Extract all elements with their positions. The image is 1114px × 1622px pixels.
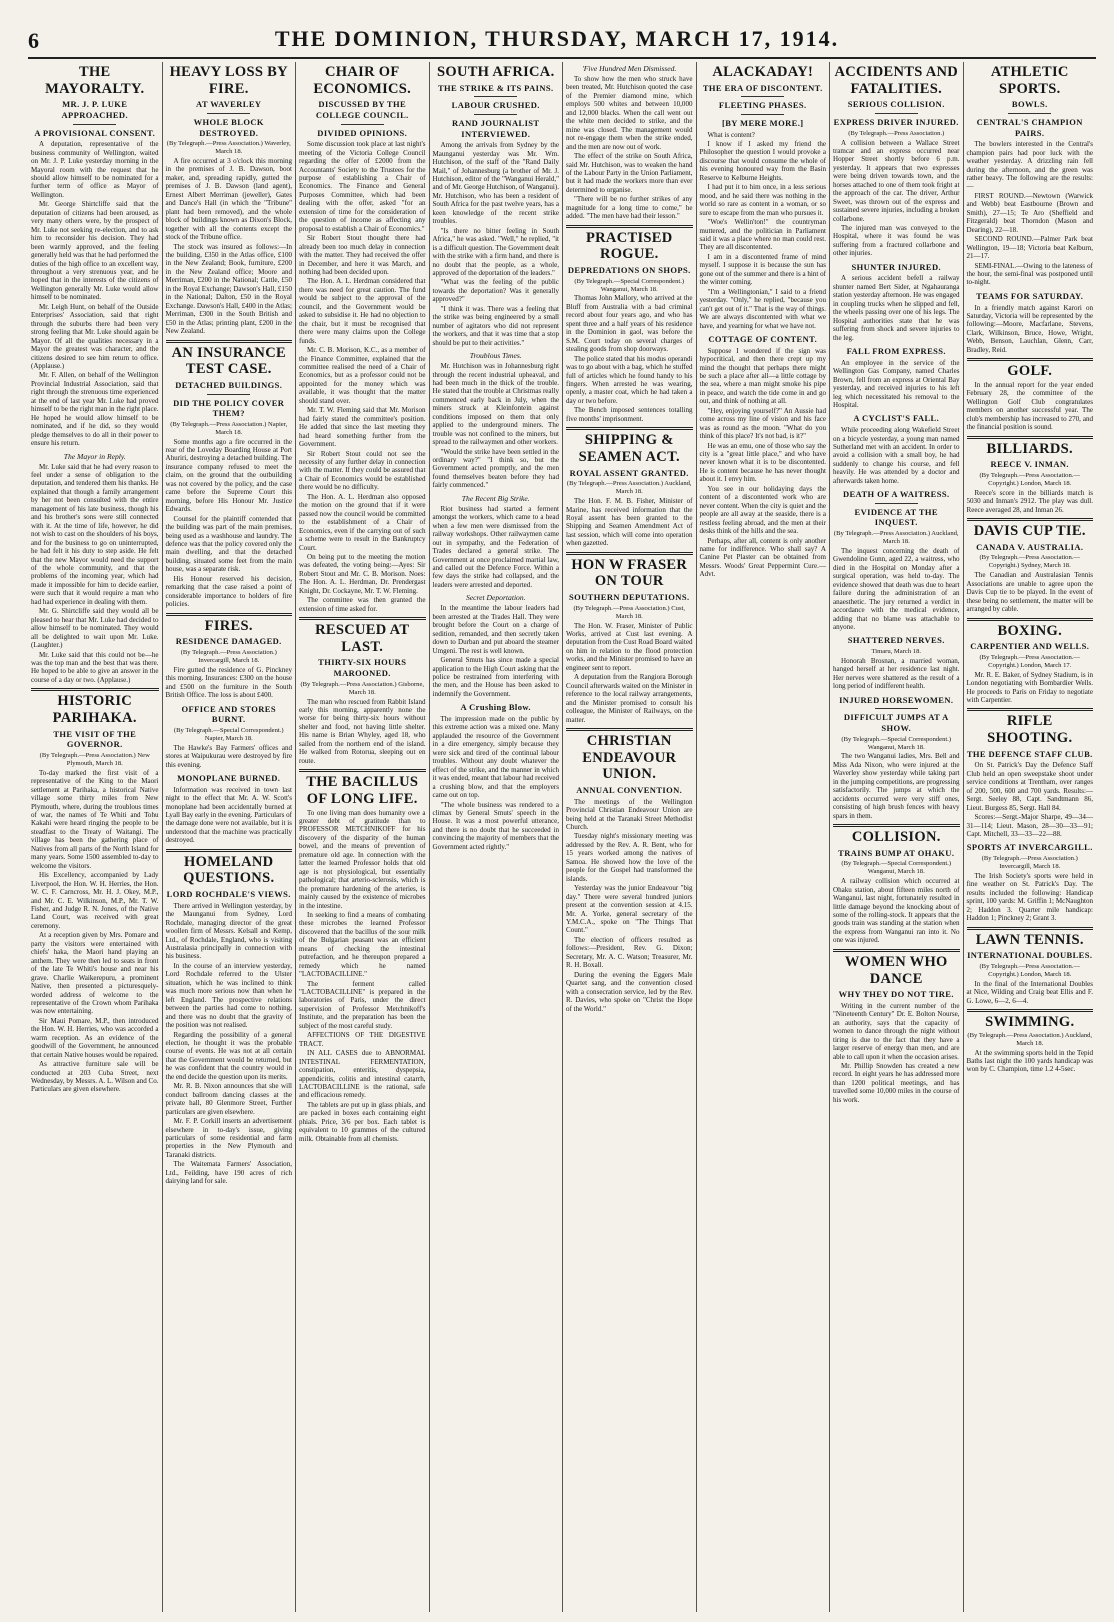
article xyxy=(433,64,560,347)
paragraph: The injured man was conveyed to the Hospital, where it was found he was suffering from a fractured collarbone and other injuries. xyxy=(833,224,960,258)
article xyxy=(166,704,293,769)
article xyxy=(566,427,693,548)
article xyxy=(967,291,1094,354)
paragraph: While proceeding along Wakefield Street on a bicycle yesterday, a young man named Sutherland met with an accident. In order to avoid a collision with a small boy, he had suddenly to change his course, and fell heavily. He was attended by a doctor and afterwards taken home. xyxy=(833,426,960,485)
article xyxy=(566,552,693,724)
article xyxy=(833,346,960,409)
article xyxy=(166,773,293,845)
paragraph: An employee in the service of the Wellington Gas Company, named Charles Brown, fell from an express at Oriental Bay yesterday, and received injuries to his left leg which necessitated his removal to the Hospital. xyxy=(833,358,960,409)
article-subheading: DISCUSSED BY THE COLLEGE COUNCIL. xyxy=(315,99,409,120)
paragraph: Some discussion took place at last night's meeting of the Victoria College Council regarding the offer of £2000 from the Accountants' Society to the Trustees for the purpose of establishing a Chair of Economics. The Finance and General Purposes Committee, which had been dealing with the offer, asked "for an extension of time for the consideration of the question of income as affecting any proposal to establish a Chair of Economics." xyxy=(299,140,426,233)
article-subheading: THE ERA OF DISCONTENT. xyxy=(702,82,823,93)
dateline: (By Telegraph.—Press Association.—Copyright.) London, March 18. xyxy=(979,471,1080,487)
article-subheading: THE VISIT OF THE GOVERNOR. xyxy=(53,728,137,750)
paragraph: Mr. F. Allen, on behalf of the Wellington Provincial Industrial Association, said that right through the strenuous time experienced at the end of last year Mr. Luke had proved himself to be the right man in the right place. He hoped he would allow himself to be nominated, and if he did, so they would pledge themselves to do all in their power to ensure his return. xyxy=(31,371,159,448)
article xyxy=(166,340,293,609)
article-heading: HISTORIC PARIHAKA. xyxy=(52,693,137,726)
article-subheading: INTERNATIONAL DOUBLES. xyxy=(967,950,1093,961)
article xyxy=(31,688,159,1094)
paragraph: Regarding the possibility of a general election, he thought it was the probable course of events. He was not at all certain that the Government would be returned, but he was confident that the country would in the end decide the question upon its merits. xyxy=(165,1030,292,1081)
dateline: (By Telegraph.—Special Correspondent.) Wanganui, March 18. xyxy=(574,277,685,293)
article-heading: HOMELAND QUESTIONS. xyxy=(183,853,275,887)
paragraph: "I think it was. There was a feeling that the strike was being engineered by a small number of agitators who did not represent the workers, and that it was time that a stop should be put to their activities." xyxy=(432,304,559,347)
article-subheading: LABOUR CRUSHED. xyxy=(451,100,540,111)
paragraph: Yesterday was the junior Endeavour "big day." There were several hundred juniors present at the convention session at 4.15. Mr. A. Yorke, general secretary of the Y.M.C.A., spoke on "The Things That Count." xyxy=(566,884,693,935)
article xyxy=(833,635,960,690)
article-subheading: TRAINS BUMP AT OHAKU. xyxy=(838,847,955,858)
paragraph: He was an emu, one of those who say the city is a "great little place," and who have never known what it is to be discontented. He is content because he has never thought about it. I envy him. xyxy=(699,441,826,484)
article xyxy=(833,949,960,1104)
article xyxy=(299,617,426,765)
paragraph: His Excellency, accompanied by Lady Liverpool, the Hon. W. H. Herries, the Hon. W. C. F. Carncross, Mr. H. J. Okey, M.P., and Mr. C. E. Wilkinson, M.P., Mr. T. W. Fisher, and Judge R. N. Jones, of the Native Land Court, was received with great ceremony. xyxy=(31,871,159,930)
column-7 xyxy=(829,62,963,1612)
article-heading: HON W FRASER ON TOUR xyxy=(571,556,688,590)
article-divider xyxy=(166,340,293,343)
page-number: 6 xyxy=(28,28,39,53)
paragraph: I am in a discontented frame of mind myself. I suppose it is because the sun has gone out of the summer and there is a hint of the winter coming. xyxy=(699,252,826,287)
paragraph: Mr. T. W. Fleming said that Mr. Morison had fairly stated the committee's position. He added that since the last meeting they had heard something further from the Government. xyxy=(299,406,426,449)
article-heading: BOXING. xyxy=(997,622,1063,639)
article-subheading: OFFICE AND STORES BURNT. xyxy=(181,703,276,725)
article-heading: SWIMMING. xyxy=(985,1014,1075,1031)
paragraph: SEMI-FINAL.—Owing to the lateness of the hour, the semi-final was postponed until to-night. xyxy=(966,261,1093,287)
article-subheading: EXPRESS DRIVER INJURED. xyxy=(833,116,959,127)
article-heading: RIFLE SHOOTING. xyxy=(987,713,1073,747)
dateline: (By Telegraph.—Press Association.) New Plymouth, March 18. xyxy=(39,751,150,767)
article xyxy=(566,225,693,424)
article-subheading: EVIDENCE AT THE INQUEST. xyxy=(854,506,938,528)
dateline: (By Telegraph.—Press Association.) Auckland, March 18. xyxy=(833,530,959,546)
paragraph: The effect of the strike on South Africa, said Mr. Hutchison, was to weaken the hand of the Labour Party in the Union Parliament, but it had made the workers more than ever determined to organise. xyxy=(566,152,693,194)
article xyxy=(31,64,159,448)
paragraph: Suppose I wondered if the sign was hypocritical, and then there crept up my mind the thought that perhaps there might be such a place after all—a little cottage by the sea, where a man might smoke his pipe in peace, and watch the tide come in and go out, and think of nothing at all. xyxy=(699,346,826,406)
column-2 xyxy=(162,62,296,1612)
subheading-rule xyxy=(741,114,784,115)
article-heading: ATHLETIC SPORTS. xyxy=(990,64,1069,97)
paragraph: Information was received in town last night to the effect that Mr. A. W. Scott's monoplane had been accidentally burned at Lyall Bay early in the evening. Particulars of the damage done were not available, but it is understood that the machine was practically destroyed. xyxy=(165,785,292,845)
article-divider xyxy=(967,436,1094,439)
column-4 xyxy=(429,62,563,1612)
column-6 xyxy=(696,62,830,1612)
subheading-rule xyxy=(207,394,250,395)
article xyxy=(166,849,293,1186)
paragraph: At a reception given by Mrs. Pomare and party the visitors were entertained with chiefs' haka, the Maori hand playing an anthem. They were then led to seats in front of the late Te Whiti's house and near his grave. Charlie Waikerepuru, a prominent Native, then presented a picturesquely-worded address of welcome to the representative of the Crown whom Parihaka was now entertaining. xyxy=(31,931,159,1016)
article xyxy=(967,64,1094,287)
paragraph: On being put to the meeting the motion was defeated, the voting being:—Ayes: Sir Robert Stout and Mr. C. B. Morison. Noes: The Hon. A. L. Herdman, Dr. Prendergast Knight, Dr. Cockayne, Mr. T. W. Fleming. xyxy=(299,552,426,595)
paragraph: At the swimming sports held in the Tepid Baths last night the 100 yards handicap was won by C. Champion, time 1.2 4-5sec. xyxy=(966,1048,1093,1074)
paragraph: "Is there no bitter feeling in South Africa," he was asked. "Well," he replied, "it is a difficult question. The Government dealt with the strike with a firm hand, and there is no doubt that the people, as a whole, approved of the deportation of the leaders." xyxy=(432,226,559,277)
article-subheading: 'Five Hundred Men Dismissed. xyxy=(582,64,677,73)
article-subheading: The Recent Big Strike. xyxy=(461,493,530,503)
dateline: (By Telegraph.—Special Correspondent.) Napier, March 18. xyxy=(173,726,284,742)
paragraph: Tuesday night's missionary meeting was addressed by the Rev. A. R. Bent, who for 15 years worked among the natives of Samoa. He showed how the love of the people for the Gospel had transformed the islands. xyxy=(566,832,693,883)
article-divider xyxy=(967,927,1094,930)
article-divider xyxy=(566,728,693,731)
article-subheading: DID THE POLICY COVER THEM? xyxy=(173,397,285,419)
paragraph: Reece's score in the billiards match is 5030 and Inman's 2912. The play was dull. Reece averaged 28, and Inman 26. xyxy=(966,488,1093,514)
paragraph: AFFECTIONS OF THE DIGESTIVE TRACT. xyxy=(299,1031,426,1048)
article xyxy=(967,436,1094,514)
article-subheading: SOUTHERN DEPUTATIONS. xyxy=(569,592,690,603)
paragraph: The ferment called "LACTOBACILLINE" is prepared in the laboratories of Paris, under the direct supervision of Professor Metchnikoff's Institute, and the preparation has been the subject of the most careful study. xyxy=(299,979,426,1030)
article-subheading: DETACHED BUILDINGS. xyxy=(175,379,283,390)
article-heading: AN INSURANCE TEST CASE. xyxy=(171,344,286,378)
article-subheading: FALL FROM EXPRESS. xyxy=(846,346,946,357)
article-divider xyxy=(31,688,159,691)
article-subheading: TEAMS FOR SATURDAY. xyxy=(976,290,1084,301)
article-subheading: DEPREDATIONS ON SHOPS. xyxy=(567,265,691,276)
article-heading: BILLIARDS. xyxy=(986,440,1073,457)
dateline: (By Telegraph.—Press Association.) Invercargill, March 18. xyxy=(981,855,1078,870)
article-subheading: CARPENTIER AND WELLS. xyxy=(970,641,1090,652)
article-subheading: DIVIDED OPINIONS. xyxy=(317,127,408,138)
paragraph: Counsel for the plaintiff contended that the building was part of the main premises, being used as a washhouse and laundry. The defence was that the policy covered only the main dwelling, and that the detached building, situated some feet from the main house, was a separate risk. xyxy=(165,514,292,574)
dateline: (By Telegraph.—Press Association.) Invercargill, March 18. xyxy=(180,648,277,664)
column-3 xyxy=(295,62,429,1612)
paragraph: FIRST ROUND.—Newtown (Warwick and Webb) beat Eastbourne (Brown and Smith), 27—15; Te Aro (Sheffield and Fitzgerald) beat Thorndon (Mason and Dearing), 22—18. xyxy=(966,191,1093,234)
paragraph: To-day marked the first visit of a representative of the King to the Maori settlement at Parihaka, a historical Native village some thirty miles from New Plymouth, where, during the troublous times of war, the names of Te Whiti and Tohu Kakahi were heard ringing the people to be steadfast to the Treaty of Waitangi. The village has been the gathering place of Natives from all parts of the North Island for many years. Some 1500 assembled to-day to welcome the visitors. xyxy=(31,768,159,870)
article xyxy=(299,769,426,1143)
dateline: (By Telegraph.—Press Association.) Napier, March 18. xyxy=(170,420,288,436)
paragraph: IN ALL CASES due to ABNORMAL INTESTINAL FERMENTATION, constipation, enteritis, dyspepsia, appendicitis, colitis and intestinal catarrh, LACTOBACILLINE is the rational, safe and efficacious remedy. xyxy=(299,1049,426,1100)
article-heading: CHAIR OF ECONOMICS. xyxy=(313,64,412,97)
article-subheading: MR. J. P. LUKE APPROACHED. xyxy=(61,99,128,120)
paragraph: His Honour reserved his decision, remarking that the case raised a point of considerable importance to holders of fire policies. xyxy=(165,574,292,609)
paragraph: During the evening the Eggers Male Quartet sang, and the convention closed with a consecration service, led by the Rev. R. Davies, who spoke on "Christ the Hope of the World." xyxy=(566,970,693,1013)
article-subheading: The Mayor in Reply. xyxy=(63,451,126,461)
paragraph: In a friendly match against Karori on Saturday, Victoria will be represented by the following:—Moore, Macfarlane, Stevens, Clark, Wilkinson, Bruce, Howe, Wright, Webb, Benson, Lauchlan, Glenn, Carr, Bradley, Reid. xyxy=(966,303,1093,354)
article-subheading: REECE V. INMAN. xyxy=(990,459,1069,470)
paragraph: I had put it to him once, in a less serious mood, and he said there was nothing in the world so rare as content in a woman, or so sure to escape from the man who pursues it. xyxy=(699,183,826,217)
subheading-rule xyxy=(474,114,517,115)
paragraph: Mr. Leigh Hunt, on behalf of the Outside Enterprises' Association, said that right through the suburbs there had been very strong feeling that Mr. Luke should again be Mayor. Of all the qualities necessary in a Mayor the greatest was character, and the citizens desired to see him return to office. (Applause.) xyxy=(31,302,159,370)
article-subheading: [BY MERE MORE.] xyxy=(722,117,804,128)
columns xyxy=(28,62,1096,1612)
paragraph: Sir Robert Stout could not see the necessity of any further delay in connection with the matter. If they could be assured that a Chair of Economics would be established there would be no difficulty. xyxy=(299,449,426,492)
paragraph: The Waitemata Farmers' Association, Ltd., Feilding, have 190 acres of rich dairying land for sale. xyxy=(165,1160,292,1186)
article xyxy=(700,64,827,330)
dateline: (By Telegraph.—Press Association.—Copyright.) London, March 18. xyxy=(979,962,1080,978)
article xyxy=(967,927,1094,1005)
article-heading: CHRISTIAN ENDEAVOUR UNION. xyxy=(582,733,677,783)
dateline: (By Telegraph.—Press Association.) Waverley, March 18. xyxy=(166,140,291,156)
dateline: (By Telegraph.—Press Association.) xyxy=(848,129,945,137)
newspaper-title: THE DOMINION, THURSDAY, MARCH 17, 1914. xyxy=(274,26,840,51)
paragraph: Thomas John Mallory, who arrived at the Bluff from Australia with a bad criminal record about four years ago, and who has spent three and a half years of his residence in the Dominion in gaol, was before the S.M. Court today on several charges of stealing goods from shop doorways. xyxy=(566,294,693,354)
dateline: Timaru, March 18. xyxy=(871,648,922,656)
column-1 xyxy=(28,62,162,1612)
paragraph: Mr. G. Shirtcliffe said they would all be pleased to hear that Mr. Luke had decided to allow himself to be nominated. They would all be delighted to wait upon Mr. Luke. (Laughter.) xyxy=(31,607,159,650)
article xyxy=(967,618,1094,705)
paragraph: "Hey, enjoying yourself?" An Aussie had come across my line of vision and his face was as round as the moon. "What do you think of this place? It's not bad, is it?" xyxy=(699,406,826,441)
paragraph: "I'm a Wellingtonian," I said to a friend yesterday. "Only," he replied, "because you can't get out of it." That is the way of things. We are always discontented with what we have, and yearning for what we have not. xyxy=(699,287,826,330)
article-subheading: WHY THEY DO NOT TIRE. xyxy=(838,989,954,1000)
article-subheading: WHOLE BLOCK DESTROYED. xyxy=(193,116,264,138)
paragraph: Mr. Luke said that this could not be—he was the top man and the best that was there. He hoped to be able to give an answer in the course of a day or two. (Applause.) xyxy=(31,650,159,684)
article-divider xyxy=(166,849,293,852)
article-subheading: A Crushing Blow. xyxy=(460,702,531,713)
article-divider xyxy=(566,427,693,430)
paragraph: You see in our holidaying days the content of a discontented work who are never content. When the city is quiet and the people are all away at the seaside, there is a restless feeling abroad, and the men at their desks think of the hills and the sea. xyxy=(699,484,826,536)
paragraph: SECOND ROUND.—Palmer Park beat Wellington, 19—18; Victoria beat Kelburn, 21—17. xyxy=(966,235,1093,261)
paragraph: Mr. R. B. Nixon announces that she will conduct ballroom dancing classes at the private hall, 80 Glenmore Street, Further particulars are given elsewhere. xyxy=(165,1082,292,1116)
paragraph: The stock was insured as follows:—In the building, £350 in the Atlas office, £100 in the New Zealand; Book, furniture, £200 in the New Zealand office; Moore and Merriman, £200 in the National; Cattle, £50 in the Royal Exchange; Dawson's Hall, £150 in the National; Dalton, £50 in the Royal Exchange. Dawson's Hall, £400 in the Atlas; Merriman, £300 in the South British and £50 in the Atlas; printing plant, £200 in the New Zealand. xyxy=(165,242,292,336)
article-subheading: SHUNTER INJURED. xyxy=(851,261,942,272)
article-subheading: THE DEFENCE STAFF CLUB. xyxy=(966,748,1093,759)
column-5 xyxy=(562,62,696,1612)
article xyxy=(967,518,1094,613)
paragraph: Mr. R. E. Baker, of Sydney Stadium, is in London negotiating with Bombardier Wells. He proceeds to Paris on Friday to negotiate with Carpentier. xyxy=(966,670,1093,704)
article xyxy=(166,64,293,336)
paragraph: The police stated that his modus operandi was to go about with a bag, which he stuffed full of articles which he found handy to his fingers. When arrested he was wearing, openly, a master coat, which he had taken a day or two before. xyxy=(566,354,693,405)
paragraph: The Hon. F. M. B. Fisher, Minister of Marine, has received information that the Royal assent has been granted to the Shipping and Seamen Amendment Act of last session, which will come into operation when gazetted. xyxy=(566,497,693,548)
paragraph: Some months ago a fire occurred in the rear of the Loveday Boarding House at Port Ahuriri, destroying a detached building. The insurance company refused to meet the claim, on the ground that the outbuilding was not covered by the policy, and the case came before the Supreme Court this morning, before His Honour Mr. Justice Edwards. xyxy=(165,437,292,514)
article-heading: FIRES. xyxy=(204,617,253,634)
article xyxy=(433,702,560,851)
dateline: (By Telegraph.—Press Association.) Auckland, March 18. xyxy=(967,1031,1093,1047)
subheading-rule xyxy=(875,503,918,504)
paragraph: The meetings of the Wellington Provincial Christian Endeavour Union are being held at the Taranaki Street Methodist Church. xyxy=(566,797,693,831)
subheading-rule xyxy=(875,113,918,114)
article-divider xyxy=(967,618,1094,621)
paragraph: In the final of the International Doubles at Nice, Wilding and Craig beat Ellis and F. G. Lowe, 6—2, 6—4. xyxy=(966,979,1093,1005)
paragraph: "What was the feeling of the public towards the deportation? Was it generally approved?" xyxy=(432,278,559,304)
article xyxy=(833,64,960,258)
article-subheading: FLEETING PHASES. xyxy=(718,100,807,111)
paragraph: As attractive furniture sale will be conducted at 203 Cuba Street, next Wednesday, by Messrs. A. L. Wilson and Co. Particulars are given elsewhere. xyxy=(31,1060,159,1094)
paragraph: In seeking to find a means of combating these microbes the learned Professor discovered that the bacillus of the sour milk of the Bulgarian peasant was an efficient means of checking the intestinal putrefaction, and he thereupon prepared a remedy which he named "LACTOBACILLINE." xyxy=(299,910,426,979)
paragraph: The impression made on the public by this extreme action was a mixed one. Many applauded the resource of the Government in a dire emergency, simply because they were sick and tired of the continual labour troubles. Without any doubt whatever the effect of the strike, and the manner in which it was ended, meant that labour had received a crushing blow, and that the employers came out on top. xyxy=(432,714,559,800)
article-subheading: SERIOUS COLLISION. xyxy=(847,99,945,110)
paragraph: A serious accident befell a railway shunter named Bert Sider, at Ngahauranga station yesterday afternoon. He was engaged in coupling trucks when he slipped and fell, the wheels passing over one of his legs. The Hospital authorities state that he was suffering from shock and severe injuries to the leg. xyxy=(833,274,960,342)
article-subheading: COTTAGE OF CONTENT. xyxy=(708,333,818,344)
article-heading: THE BACILLUS OF LONG LIFE. xyxy=(306,774,419,807)
paragraph: Mr. George Shirtcliffe said that the deputation of citizens had been aroused, as very many others were, by the prospect of Mr. Luke not seeking re-election, and to ask him to reconsider his decision. They had been warmly approved, and the feeling generally held was that he had performed the duties of the high office to an excellent way, throughout a very strenuous year, and he hoped that in the interests of the citizens of Wellington generally Mr. Luke would allow himself to be nominated. xyxy=(31,200,159,302)
masthead xyxy=(0,0,1114,58)
paragraph: To one living man does humanity owe a greater debt of gratitude than to PROFESSOR METCHNIKOFF for his discovery of the disparity of the human bowel, and the means of prevention of premature old age. In connection with the latter the learned Professor holds that old age is not physiological, but essentially pathological; that arterio-sclerosis, which is the premature hardening of the arteries, is mainly caused by the existence of microbes in the intestine. xyxy=(299,808,426,910)
article-heading: ACCIDENTS AND FATALITIES. xyxy=(834,64,959,97)
paragraph: General Smuts has since made a special application to the High Court asking that the police be restrained from interfering with the men, and the House has been asked to indemnify the Government. xyxy=(432,656,559,698)
paragraph: I know if I asked my friend the Philosopher the question I would provoke a discourse that would consume the whole of his evening honoured way from the Basin Reserve to Kelburne Heights. xyxy=(699,140,826,182)
article xyxy=(967,358,1094,431)
paragraph: The Canadian and Australasian Tennis Associations are unable to agree upon the Davis Cup tie to be played. In the event of these being no settlement, the matter will be arranged by cable. xyxy=(966,571,1093,614)
subheading-rule xyxy=(207,113,250,114)
paragraph: The two Wanganui ladies, Mrs. Bell and Miss Ada Nixon, who were injured at the Waverley show yesterday while taking part in the jumping competitions, are progressing satisfactorily. The jumps at which the accidents occurred were very stiff ones, consisting of high brush fences with heavy spars in them. xyxy=(833,752,960,820)
article-subheading: DEATH OF A WAITRESS. xyxy=(842,489,950,500)
paragraph: What is content? xyxy=(707,130,755,139)
dateline: (By Telegraph.—Special Correspondent.) Wanganui, March 18. xyxy=(841,735,952,751)
article-subheading: LORD ROCHDALE'S VIEWS. xyxy=(166,889,291,900)
article xyxy=(566,728,693,1013)
article-heading: THE MAYORALTY. xyxy=(45,64,145,97)
paragraph: The Hon. W. Fraser, Minister of Public Works, arrived at Cust last evening. A deputation from the Cust Road Board waited on him in relation to the flood protection works, and the Minister promised to have an engineer sent to report. xyxy=(566,621,693,672)
paragraph: Fire gutted the residence of G. Pinckney this morning. Insurances: £300 on the house and £500 on the furniture in the South British Office. The loss is about £400. xyxy=(165,665,292,700)
article xyxy=(967,1009,1094,1074)
article-divider xyxy=(967,358,1094,361)
paragraph: Riot business had started a ferment amongst the workers, which came to a head when a few men were dismissed from the railway workshops. Other railwaymen came out in sympathy, and the Federation of Trades declared a general strike. The Government at once proclaimed martial law, and called out the Defence Force. Within a few days the strike had collapsed, and the leaders were arrested and deported. xyxy=(432,504,559,589)
paragraph: A railway collision which occurred at Ohaku station, about fifteen miles north of Wanganui, last night, fortunately resulted in little damage beyond the knocking about of some of the rolling-stock. It appears that the goods train was standing at the station when the express from Wanganui ran into it. No one was injured. xyxy=(833,877,960,945)
column-8 xyxy=(963,62,1097,1612)
article-heading: SHIPPING & SEAMEN ACT. xyxy=(578,432,680,465)
paragraph: Mr. C. B. Morison, K.C., as a member of the Finance Committee, explained that the committee realised the need of a Chair of Economics, but as a professor could not be appointed for the money which was available, it was thought that the matter should stand over. xyxy=(299,346,426,405)
article-heading: SOUTH AFRICA. xyxy=(437,64,555,80)
article-heading: PRACTISED ROGUE. xyxy=(586,229,673,263)
dateline: (By Telegraph.—Press Association.) Gisborne, March 18. xyxy=(300,680,425,696)
paragraph: The Bench imposed sentences totalling five months' imprisonment. xyxy=(566,406,693,423)
article-subheading: CENTRAL'S CHAMPION PAIRS. xyxy=(976,116,1083,138)
article-subheading: THIRTY-SIX HOURS MAROONED. xyxy=(318,657,407,679)
paragraph: There arrived in Wellington yesterday, by the Maunganui from Sydney, Lord Rochdale, managing director of the great woollen firm of Messrs. Kelsall and Kemp, Ltd., of Rochdale, England, who is visiting Australasia principally in connection with his business. xyxy=(165,901,292,961)
article-subheading: MONOPLANE BURNED. xyxy=(177,772,281,783)
article-divider xyxy=(967,1009,1094,1012)
paragraph: A deputation from the Rangiora Borough Council afterwards waited on the Minister in reference to the local railway arrangements, and the Minister promised to consult his colleague, the Minister of Railways, on the matter. xyxy=(566,673,693,724)
article-subheading: THE STRIKE & ITS PAINS. xyxy=(437,82,554,93)
article-subheading: SHATTERED NERVES. xyxy=(847,635,945,646)
article-divider xyxy=(566,552,693,555)
article-divider xyxy=(299,617,426,620)
article xyxy=(433,351,560,490)
article-heading: RESCUED AT LAST. xyxy=(315,622,410,655)
article-divider xyxy=(833,949,960,952)
article xyxy=(31,452,159,685)
paragraph: "Would the strike have been settled in the ordinary way?" "I think so, but the Government acted promptly, and the men found themselves beaten before they had fairly commenced." xyxy=(432,447,559,490)
article-divider xyxy=(566,225,693,228)
article-subheading: RESIDENCE DAMAGED. xyxy=(175,636,282,647)
paragraph: A deputation, representative of the business community of Wellington, waited on Mr. J. P. Luke yesterday morning in the Mayoral room with the request that he should allow himself to be nominated for a further term of office as Mayor of Wellington. xyxy=(31,140,159,199)
subheading-rule xyxy=(474,96,517,97)
article xyxy=(967,842,1094,922)
article-divider xyxy=(166,613,293,616)
paragraph: A collision between a Wallace Street tramcar and an express occurred near Hopper Street shortly before 6 p.m. yesterday. It appears that two expresses were being driven towards town, and the horses attached to one of them took fright at the approach of the car. The driver, Arthur Sweet, was thrown out of the express and sustained severe injuries, including a broken collarbone. xyxy=(833,138,960,223)
article xyxy=(833,489,960,631)
dateline: (By Telegraph.—Press Association.) Auckland, March 18. xyxy=(566,480,692,496)
article-subheading: BOWLS. xyxy=(1011,99,1048,110)
dateline: (By Telegraph.—Press Association.—Copyright.) Sydney, March 18. xyxy=(979,554,1080,570)
subheading-rule xyxy=(741,96,784,97)
paragraph: Scores:—Sergt.-Major Sharpe, 49—34—31—114; Lieut. Mason, 28—30—33—91; Capt. Mitchell, 33—33—22—88. xyxy=(966,813,1093,839)
article xyxy=(433,593,560,698)
paragraph: To show how the men who struck have been treated, Mr. Hutchison quoted the case of the Premier diamond mine, which employs 500 whites and between 10,000 and 12,000 blacks. When the call went out the white men decided to strike, and the mine was closed. The management would not re-engage them when the strike ended, and the men are now out of work. xyxy=(566,75,693,151)
paragraph: "There will be no further strikes of any magnitude for a long time to come," he added. "The men have had their lesson." xyxy=(566,195,693,221)
article xyxy=(833,262,960,342)
paragraph: The inquest concerning the death of Gwendoline Gunn, aged 22, a waitress, who died in the Hospital on Monday after a surgical operation, was held to-day. The evidence showed that death was due to heart failure during the administration of an anaesthetic. The jury returned a verdict in accordance with the medical evidence, adding that no blame was attachable to anyone. xyxy=(833,546,960,631)
paragraph: Mr. Hutchison was in Johannesburg right through the recent industrial upheaval, and had been much in the thick of the trouble. He stated that the trouble at Christmas really commenced early back in July, when the miners struck at Kleinfontein against conditions imposed on them that only applied to the underground miners. The trouble was not confined to the miners, but spread to the railwaymen and other workers. xyxy=(432,362,559,447)
article xyxy=(833,824,960,945)
article-subheading: A CYCLIST'S FALL. xyxy=(853,413,940,424)
article-heading: WOMEN WHO DANCE xyxy=(844,953,948,987)
article-subheading: SPORTS AT INVERCARGILL. xyxy=(966,842,1093,853)
paragraph: The man who rescued from Rabbit Island early this morning, apparently none the worse for being thirty-six hours without shelter and food, not having little shelter. His name is Brian Whyley, aged 18, who sailed from the northern end of the island. He walked from Rotorua, sleeping out en route. xyxy=(299,697,426,765)
paragraph: The Hon. A. L. Herdman also opposed the motion on the ground that if it were passed now the council would be committed to the establishment of a Chair of Economics, even if the carrying out of such a scheme were to result in the Bankruptcy Court. xyxy=(299,492,426,552)
paragraph: The election of officers resulted as follows:—President, Rev. G. Dixon; Secretary, Mr. A. C. Watson; Treasurer, Mr. R. H. Boxall. xyxy=(566,935,693,970)
paragraph: A fire occurred at 3 o'clock this morning in the premises of J. B. Dawson, boot maker, and, spreading rapidly, gutted the premises of J. B. Dawson (land agent), Ernest Albert Merriman (jeweller), Gates and Dance's Hall (in which the "Tribune" plant had been removed), and the whole block of buildings known as Dixon's Block, together with all the contents except the stock of the Tribune office. xyxy=(165,157,292,242)
article xyxy=(299,64,426,613)
article-heading: GOLF. xyxy=(1007,363,1053,380)
paragraph: The Irish Society's sports were held in fine weather on St. Patrick's Day. The results included the following: Handicap sprint, 100 yards: M. Griffin 1; McNaughton 2; Haddon 3. Quarter mile handicap: Haddon 1; Pinckney 2; Grant 3. xyxy=(966,871,1093,923)
article xyxy=(433,494,560,590)
paragraph: In the course of an interview yesterday, Lord Rochdale referred to the Ulster situation, which he was inclined to think was much more serious now than when he left England. The prospective relations between the parties had come to nothing, and there was no doubt that the gravity of the position was not realised. xyxy=(165,961,292,1030)
paragraph: Sir Robert Stout thought there had already been too much delay in connection with the matter. They had received the offer in December, and here it was March, and nothing had been decided upon. xyxy=(299,234,426,277)
article xyxy=(166,613,293,700)
paragraph: Mr. Phillip Snowden has created a new record. In eight years he has addressed more than 1200 political meetings, and has travelled some 10,000 miles in the course of his work. xyxy=(833,1061,960,1104)
article-heading: COLLISION. xyxy=(851,829,941,846)
article-subheading: Secret Deportation. xyxy=(465,593,526,603)
article-divider xyxy=(299,769,426,772)
article-subheading: CANADA V. AUSTRALIA. xyxy=(976,541,1084,552)
dateline: (By Telegraph.—Press Association.) Cust, March 18. xyxy=(573,604,685,620)
article-subheading: A PROVISIONAL CONSENT. xyxy=(34,127,156,138)
article-subheading: ANNUAL CONVENTION. xyxy=(576,785,683,796)
article-heading: LAWN TENNIS. xyxy=(975,931,1084,948)
paragraph: Honorah Brosnan, a married woman, hanged herself at her residence last night. Her nerves were shattered as the result of a long period of indifferent health. xyxy=(833,656,960,691)
article xyxy=(833,413,960,485)
paragraph: Sir Maui Pomare, M.P., then introduced the Hon. W. H. Herries, who was accorded a warm reception. As an evidence of the goodwill of the Government, he announced that certain Native houses would be repaired. xyxy=(31,1016,159,1059)
article-divider xyxy=(967,518,1094,521)
article-subheading: DIFFICULT JUMPS AT A SHOW. xyxy=(843,712,949,734)
paragraph: Writing in the current number of the "Nineteenth Century" Dr. E. Bolton Nourse, an authority, says that the capacity of women to dance through the night without tiring is due to the fact that they have a larger reserve of energy than men, and are able to call upon it when the occasion arises. xyxy=(833,1001,960,1061)
paragraph: Among the arrivals from Sydney by the Maunganui yesterday was Mr. Wm. Hutchison, of the staff of the "Rand Daily Mail," of Johannesburg (a brother of Mr. J. Hutchison, editor of the "Wanganui Herald," and of Mr. George Hutchison, of Wanganui). Mr. Hutchison, who has been a resident of South Africa for the past twelve years, has a keen knowledge of the recent strike troubles. xyxy=(432,141,559,226)
paragraph: Mr. Luke said that he had every reason to feel under a sense of obligation to the deputation, and tendered them his thanks. He explained that though a family arrangement by her not been consulted with the entire management of his late business, though his and his brother's sons were still connected with it. At the time of life, however, he did not wish to cast on the shoulders of his boys, and for the business to go on uninterrupted, he had felt it his duty to step aside. He felt that the new Mayor would need the support of the whole community, and that the problems of the incoming year, which had made it impossible for him to decide earlier, were such that it would require a man who had had experience in dealing with them. xyxy=(31,462,159,606)
paragraph: "Woe's Wellin'ton!" the countryman muttered, and the politician in Parliament said it was a place where no man could rest. They are all discontented. xyxy=(699,218,826,252)
paragraph: The tablets are put up in glass phials, and are packed in boxes each containing eight phials. Price, 3/6 per box. Each tablet is equivalent to 10 grammes of the cultured milk. Obtainable from all chemists. xyxy=(299,1100,426,1143)
article-heading: DAVIS CUP TIE. xyxy=(973,523,1086,540)
paragraph: In the meantime the labour leaders had been arrested at the Trades Hall. They were brought before the Court on a charge of sedition, remanded, and then secretly taken down to Durban and put aboard the steamer Umgeni. The rest is well known. xyxy=(432,604,559,655)
subheading-rule xyxy=(1008,113,1051,114)
paragraph: The Hon. A. L. Herdman considered that there was need for great caution. The fund would be subject to the approval of the council, and the Government would be asked to subsidise it. He had no objection to the chair, but it must be recognised that there were many claims upon the College funds. xyxy=(299,277,426,345)
dateline: (By Telegraph.—Special Correspondent.) Wanganui, March 18. xyxy=(841,860,952,876)
article xyxy=(833,695,960,820)
subheading-rule xyxy=(73,124,116,125)
article-subheading: Troublous Times. xyxy=(469,351,522,361)
article-heading: HEAVY LOSS BY FIRE. xyxy=(169,64,288,97)
paragraph: On St. Patrick's Day the Defence Staff Club held an open sweepstake shoot under service conditions at Trentham, over ranges of 200, 500, 600 and 700 yards. Results:—Sergt. Seeley 88, Capt. Sandtmann 86, Lieut. Burgess 85, Sergt. Hall 84. xyxy=(966,761,1093,812)
paragraph: The bowlers interested in the Central's champion pairs had poor luck with the weather yesterday. A drizzling rain fell during the afternoon, and the green was rather heavy. The following are the results:— xyxy=(966,140,1093,191)
dateline: (By Telegraph.—Press Association.—Copyright.) London, March 17. xyxy=(979,653,1080,669)
article-divider xyxy=(967,708,1094,711)
article xyxy=(566,64,693,221)
article-divider xyxy=(833,824,960,827)
article-subheading: AT WAVERLEY xyxy=(196,99,262,110)
subheading-rule xyxy=(341,124,384,125)
paragraph: "The whole business was rendered to a climax by General Smuts' speech in the House. It was a most powerful utterance, and there is no doubt that he succeeded in convincing the majority of members that the Government acted rightly." xyxy=(432,800,559,851)
article-heading: ALACKADAY! xyxy=(712,64,814,80)
paragraph: The Hawke's Bay Farmers' offices and stores at Waipukurau were destroyed by fire this evening. xyxy=(165,743,292,769)
paragraph: In the annual report for the year ended February 28, the committee of the Wellington Golf Club congratulates members on another successful year. The club's membership has increased to 270, and the financial position is sound. xyxy=(966,380,1093,432)
masthead-rule xyxy=(28,57,1096,59)
article-subheading: RAND JOURNALIST INTERVIEWED. xyxy=(452,117,540,139)
article xyxy=(700,334,827,579)
article-subheading: ROYAL ASSENT GRANTED. xyxy=(569,467,689,478)
paragraph: Perhaps, after all, content is only another name for indifference. Who shall say? A Canine Pet Plaster can be obtained from Messrs. Woods' Great Peppermint Cure.—Advt. xyxy=(699,536,826,579)
article-subheading: INJURED HORSEWOMEN. xyxy=(839,694,954,705)
subheading-rule xyxy=(875,708,918,709)
article xyxy=(967,708,1094,838)
paragraph: The committee was then granted the extension of time asked for. xyxy=(299,596,426,613)
paragraph: Mr. F. P. Corkill inserts an advertisement elsewhere in to-day's issue, giving particulars of some residential and farm properties in the New Plymouth and Taranaki districts. xyxy=(165,1117,292,1159)
